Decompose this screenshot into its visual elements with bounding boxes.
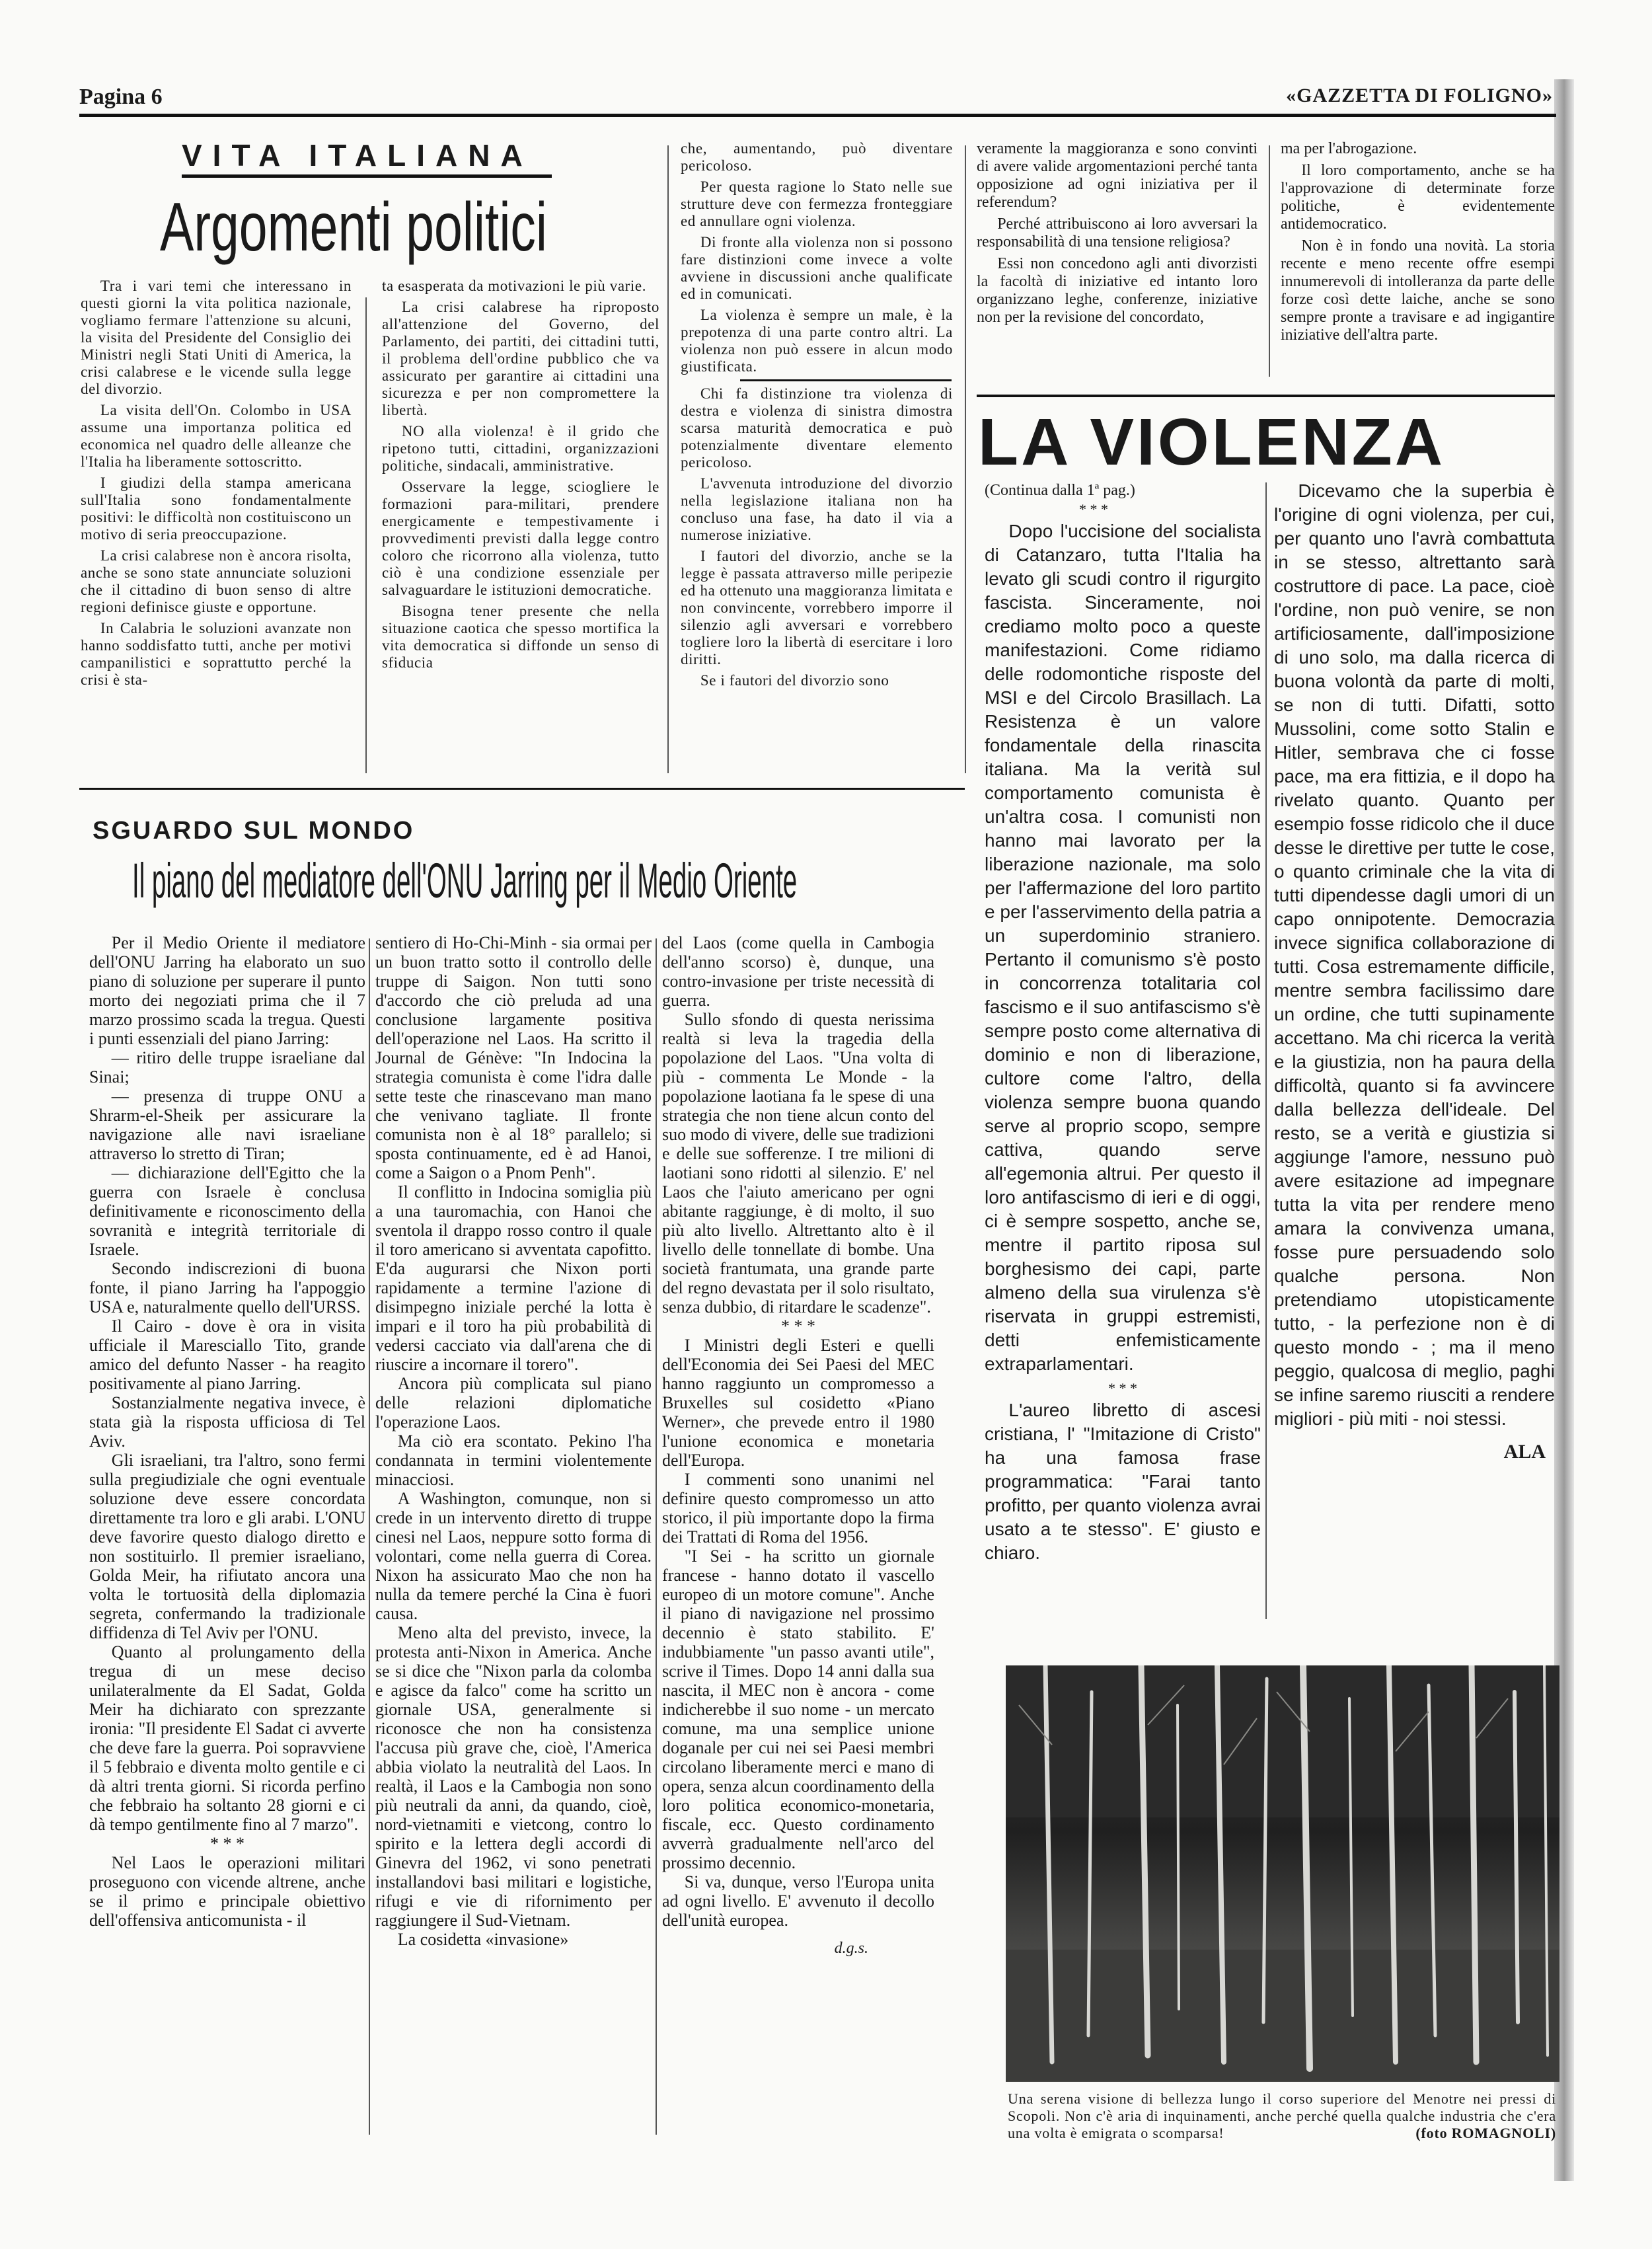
paragraph: * * * [781, 1316, 815, 1336]
section-kicker: VITA ITALIANA [182, 138, 533, 172]
paragraph: Di fronte alla violenza non si possono fare distinzioni come invece a volte avviene in discussioni anche qualificate ed in comunicati. [681, 234, 953, 302]
separator-stars: * * * [1079, 501, 1108, 517]
column-rule [1265, 482, 1267, 1619]
paragraph: In Calabria le soluzioni avanzate non hanno soddisfatto tutti, anche per motivi campanilistici e soprattutto perché la crisi è sta- [81, 620, 352, 688]
paragraph: La violenza è sempre un male, è la prepotenza di una parte contro altri. La violenza non può essere in alcun modo giustificata. [681, 307, 953, 375]
paragraph: Meno alta del previsto, invece, la protesta anti-Nixon in America. Anche se si dice che "Nixon parla da colomba e agisce da falco" come ha scritto un giornale USA, generalmente si riconosce che non ha consistenza l'accusa più grave che, cioè, l'America abbia violato la neutralità del Laos. In realtà, il Laos e la Cambogia non sono più neutrali da anni, da quando, cioè, nord-vietnamiti e vietcong, contro lo spirito e la lettera degli accordi di Ginevra del 1962, vi sono penetrati installandovi basi militari e logistiche, rifugi e vie di rifornimento per raggiungere il Sud-Vietnam. [375, 1623, 652, 1930]
paragraph: Dicevamo che la superbia è l'origine di ogni violenza, per cui, per quanto uno l'avrà combattuta in se stesso, altrettanto sarà costruttore di pace. La pace, cioè l'ordine, non può venire, se non artificiosamente, dall'imposizione di uno solo, ma dalla ricerca di buona volontà da parte di molti, se non di tutti. Difatti, sotto Mussolini, come sotto Stalin e Hitler, sembrava che ci fosse pace, ma era fittizia, e il dopo ha rivelato quanto. Quanto per esempio fosse ridicolo che il duce desse le direttive per tutte le cose, o quanto criminale che la vita di tutti dipendesse dagli umori di un capo onnipotente. Democrazia invece significa collaborazione di tutti. Cosa estremamente difficile, mentre sembra facilissimo dare un ordine, che tutti supinamente accettano. Ma chi ricerca la verità e la giustizia, non ha paura della difficoltà, quanto si fa avvincere dalla bellezza dell'ideale. Del resto, se a verità e giustizia si aggiunge l'amore, nessuno può avere esitazione ad impegnare tutta la vita per rendere meno amara la convivenza umana, fosse pure persuadendo solo qualche persona. Non pretendiamo utopisticamente tutto, - la perfezione non è di questo mondo - ; ma il meno peggio, qualcosa di meglio, paghi se infine saremo riusciti a rendere migliori - più miti - noi stessi. [1274, 480, 1555, 1429]
masthead: «GAZZETTA DI FOLIGNO» [1286, 85, 1553, 106]
paragraph: Il loro comportamento, anche se ha l'approvazione di determinate forze politiche, è evidentemente antidemocratico. [1281, 162, 1555, 233]
signature-dgs: d.g.s. [834, 1940, 868, 1957]
kicker-underline [182, 174, 552, 178]
paragraph: Essi non concedono agli anti divorzisti la facoltà di iniziative ed intanto loro organizzano leghe, conferenze, iniziative non per la revisione del concordato, [977, 255, 1258, 326]
paragraph: L'aureo libretto di ascesi cristiana, l' "Imitazione di Cristo" ha una famosa frase programmatica: "Farai tanto profitto, per quanto violenza avrai usato a te stesso". E' giusto e chiaro. [985, 1400, 1261, 1563]
paragraph: La cosidetta «invasione» [397, 1930, 569, 1949]
paragraph: ma per l'abrogazione. [1281, 140, 1417, 157]
article-column-3a [681, 140, 953, 375]
paragraph: Il conflitto in Indocina somiglia più a una tauromachia, con Hanoi che sventola il drappo rosso contro il quale il toro americano si avventata capofitto. E'da augurarsi che Nixon porti rapidamente a termine l'azione di disimpegno iniziale perché la lotta è impari e il toro ha più probabilità di vedersi cacciato via dall'arena che di riuscire a incornare il torero". [375, 1182, 652, 1374]
paragraph: Sostanzialmente negativa invece, è stata già la risposta ufficiosa di Tel Aviv. [89, 1393, 365, 1451]
paragraph: I commenti sono unanimi nel definire questo compromesso un atto storico, il più importante dopo la firma dei Trattati di Roma del 1956. [662, 1470, 934, 1546]
mondo-column-3 [662, 933, 934, 1930]
headline-jarring: Il piano del mediatore dell'ONU Jarring per il Medio Oriente [132, 853, 798, 908]
paragraph: Nel Laos le operazioni militari proseguono con vicende altrene, anche se il primo e principale obiettivo dell'offensiva anticomunista - il [89, 1853, 365, 1930]
section-rule [79, 788, 965, 790]
paragraph: — presenza di truppe ONU a Shrarm-el-Sheik per assicurare la navigazione alle navi israeliane attraverso lo stretto di Tiran; [89, 1086, 365, 1163]
photo-trees-drawing [1006, 1665, 1559, 2082]
paragraph: del Laos (come quella in Cambogia dell'anno scorso) è, dunque, una contro-invasione per triste necessità di guerra. [662, 933, 934, 1010]
paragraph: Quanto al prolungamento della tregua di un mese deciso unilateralmente da El Sadat, Golda Meir ha dichiarato con sprezzante ironia: "Il presidente El Sadat ci avverte che deve fare la guerra. Poi sopravviene il 5 febbraio e diventa molto gentile e ci dà altri trenta giorni. Si ricorda perfino che febbraio ha soltanto 28 giorni e ci dà tempo gentilmente fino al 7 marzo". [89, 1642, 365, 1834]
paragraph: — ritiro delle truppe israeliane dal Sinai; [89, 1048, 365, 1086]
paragraph: ta esasperata da motivazioni le più varie. [382, 278, 647, 294]
section-rule [977, 395, 1555, 397]
paragraph: veramente la maggioranza e sono convinti di avere valide argomentazioni perché tanta opposizione ad ogni iniziativa per il referendum? [977, 140, 1258, 211]
paragraph: Il Cairo - dove è ora in visita ufficiale il Maresciallo Tito, grande amico del defunto Nasser - ha reagito positivamente al piano Jarring. [89, 1316, 365, 1393]
paragraph: Bisogna tener presente che nella situazione caotica che spesso mortifica la vita democratica si diffonde un senso di sfiducia [382, 603, 659, 671]
paragraph: NO alla violenza! è il grido che ripetono tutti, cittadini, organizzazioni politiche, sindacali, amministrative. [382, 423, 659, 474]
paragraph: Se i fautori del divorzio sono [700, 672, 889, 689]
paragraph: I fautori del divorzio, anche se la legge è passata attraverso mille peripezie ed ha ottenuto una maggioranza limitata e non convincente, vorrebbero imporre il silenzio agli avversari e vorrebbero togliere loro la libertà di esercitare i loro diritti. [681, 548, 953, 667]
violenza-column-a-end [985, 1398, 1261, 1565]
paragraph-rule [740, 379, 952, 381]
header-rule [79, 114, 1556, 117]
signature-ala: ALA [1503, 1441, 1546, 1463]
paragraph: Chi fa distinzione tra violenza di destra e violenza di sinistra dimostra scarsa maturità democratica e può potenzialmente diventare elemento pericoloso. [681, 385, 953, 471]
article-column-2 [382, 278, 659, 675]
separator-stars: * * * [1108, 1380, 1137, 1396]
article-column-3b [681, 385, 953, 689]
violenza-column-a-wrapper [985, 481, 1261, 1568]
column-rule [365, 297, 367, 773]
mondo-column-3-wrapper [662, 933, 934, 1958]
paragraph: Gli israeliani, tra l'altro, sono fermi sulla pregiudiziale che ogni eventuale soluzione deve essere concordata direttamente tra loro e gli arabi. L'ONU deve favorire questo dialogo diretto e non sostituirlo. Il premier israeliano, Golda Meir, ha rifiutato ancora una volta le tortuosità della diplomazia segreta, confermando la tradizionale diffidenza di Tel Aviv per l'ONU. [89, 1451, 365, 1642]
column-rule [369, 938, 370, 2135]
continued-note: (Continua dalla 1ª pag.) [985, 482, 1135, 499]
paragraph: sentiero di Ho-Chi-Minh - sia ormai per un buon tratto sotto il controllo delle truppe di Saigon. Non tutti sono d'accordo che ciò preluda ad una conclusione largamente positiva dell'operazione nel Laos. Ha scritto il Journal de Génève: "In Indocina la strategia comunista è come l'idra dalle sette teste che rinascevano man mano che venivano tagliate. Il fronte comunista non è al 18° parallelo; si sposta continuamente, ed è ad Hanoi, come a Saigon o a Pnom Penh". [375, 933, 652, 1182]
paragraph: Dopo l'uccisione del socialista di Catanzaro, tutta l'Italia ha levato gli scudi contro il rigurgito fascista. Sinceramente, noi crediamo molto poco a queste manifestazioni. Come ridiamo delle rodomontiche risposte del MSI e del Circolo Brasillach. La Resistenza è un valore fondamentale della rinascita italiana. Ma la verità sul comportamento comunista è un'altra cosa. I comunisti non hanno mai lavorato per la liberazione nazionale, ma solo per l'affermazione del loro partito e per l'asservimento della patria a un superdominio straniero. Pertanto il comunismo s'è posto in concorrenza totalitaria col fascismo e il suo antifascismo s'è sempre posto come alternativa di dominio e non di liberazione, cultore come l'altro, della violenza sempre buona quando serve al proprio scopo, sempre cattiva, quando serve all'egemonia altrui. Per questo il loro antifascismo di ieri e di oggi, ci è sempre sospetto, anche se, mentre il partito riposa sul borghesismo dei capi, parte almeno della sua virulenza s'è riservata in gruppi estremisti, detti enfemisticamente extraparlamentari. [985, 521, 1261, 1374]
photo-credit: (foto ROMAGNOLI) [1415, 2125, 1556, 2141]
photo-caption [1008, 2090, 1556, 2142]
paragraph: Non è in fondo una novità. La storia recente e meno recente offre esempi innumerevoli di intolleranza da parte delle forze così dette laiche, anche se sono sempre pronte a travisare e ad ingigantire iniziative dell'altra parte. [1281, 237, 1555, 344]
violenza-column-b-wrapper [1274, 479, 1555, 1464]
paragraph: La crisi calabrese ha riproposto all'attenzione del Governo, del Parlamento, dei partiti, dei cittadini tutti, il problema dell'ordine pubblico che va assicurato per garantire ai cittadini una sicurezza e per non compromettere la libertà. [382, 299, 659, 418]
headline-argomenti: Argomenti politici [160, 189, 547, 266]
mondo-column-1 [89, 933, 365, 1930]
paragraph: Osservare la legge, sciogliere le formazioni para-militari, prendere energicamente e tempestivamente i provvedimenti previsti dalla legge contro coloro che ricorrono alla violenza, tutto ciò è una condizione essenziale per salvaguardare le istituzioni democratiche. [382, 478, 659, 598]
violenza-column-b [1274, 479, 1555, 1431]
paragraph: I Ministri degli Esteri e quelli dell'Economia dei Sei Paesi del MEC hanno raggiunto un compromesso a Bruxelles sul cosidetto «Piano Werner», che prevede entro il 1980 l'unione economica e monetaria dell'Europa. [662, 1336, 934, 1470]
paragraph: Per questa ragione lo Stato nelle sue strutture deve con fermezza fronteggiare ed annullare ogni violenza. [681, 178, 953, 229]
headline-la-violenza: LA VIOLENZA [978, 405, 1445, 479]
paragraph: Tra i vari temi che interessano in questi giorni la vita politica nazionale, vogliamo fermare l'attenzione su alcuni, la visita del Presidente del Consiglio dei Ministri negli Stati Uniti di America, la crisi calabrese e le vicende sulla legge del divorzio. [81, 278, 352, 397]
section-kicker: SGUARDO SUL MONDO [93, 817, 415, 845]
paragraph: I giudizi della stampa americana sull'Italia sono fondamentalmente positivi: le difficoltà non costituiscono un motivo di seria preoccupazione. [81, 475, 352, 543]
paragraph: Sullo sfondo di questa nerissima realtà si leva la tragedia della popolazione del Laos. "Una volta di più - commenta Le Monde - la popolazione laotiana fa le spese di una strategia che non tiene alcun conto del suo modo di vivere, delle sue tradizioni e delle sue sofferenze. I tre milioni di laotiani sono ridotti al silenzio. E' nel Laos che l'aiuto americano per ogni abitante raggiunge, è di molto, il suo più alto livello. Altrettanto alto è il livello delle tonnellate di bombe. Una società frantumata, una grande parte del regno devastata per il solo risultato, senza dubbio, di ritardare le scadenze". [662, 1010, 934, 1316]
article-column-4 [977, 140, 1258, 330]
violenza-column-a [985, 519, 1261, 1376]
paragraph: Ma ciò era scontato. Pekino l'ha condannata in termini violentemente minacciosi. [375, 1431, 652, 1489]
column-rule [667, 145, 669, 773]
paragraph: Si va, dunque, verso l'Europa unita ad ogni livello. E' avvenuto il decollo dell'unità europea. [662, 1872, 934, 1930]
paragraph: La crisi calabrese non è ancora risolta, anche se sono state annunciate soluzioni che il cittadino di buon senso di altre regioni definisce giuste e opportune. [81, 547, 352, 615]
column-rule [965, 145, 966, 773]
paragraph: — dichiarazione dell'Egitto che la guerra con Israele è conclusa definitivamente e riconoscimento della sovranità e integrità territoriale di Israele. [89, 1163, 365, 1259]
article-column-3 [681, 140, 953, 693]
paragraph: * * * [210, 1834, 244, 1853]
column-rule [1269, 145, 1270, 377]
paragraph: che, aumentando, può diventare pericoloso. [681, 140, 953, 174]
paragraph: La visita dell'On. Colombo in USA assume una importanza politica ed economica nel quadro delle alleanze che l'Italia ha liberamente sottoscritto. [81, 402, 352, 470]
paragraph: Secondo indiscrezioni di buona fonte, il piano Jarring ha l'appoggio USA e, naturalmente quello dell'URSS. [89, 1259, 365, 1316]
paragraph: A Washington, comunque, non si crede in un intervento diretto di truppe cinesi nel Laos, neppure sotto forma di volontari, come nella guerra di Corea. Nixon ha assicurato Mao che non ha nulla da temere perché la Cina è fuori causa. [375, 1489, 652, 1623]
article-column-1 [81, 278, 352, 693]
article-column-5 [1281, 140, 1555, 348]
paragraph: Perché attribuiscono ai loro avversari la responsabilità di una tensione religiosa? [977, 215, 1258, 250]
mondo-column-2 [375, 933, 652, 1949]
column-rule [656, 938, 657, 2135]
caption-text: Una serena visione di bellezza lungo il corso superiore del Menotre nei pressi di Scopoli. Non c'è aria di inquinamenti, anche perché quella qualche industria che c'era una volta è emigrata o scomparsa! [1008, 2090, 1556, 2141]
paragraph: "I Sei - ha scritto un giornale francese - hanno dotato il vascello europeo di un motore comune". Anche il piano di navigazione nel prossimo decennio è stato stabilito. E' indubbiamente "un passo avanti utile", scrive il Times. Dopo 14 anni dalla sua nascita, il MEC non è ancora - come indicherebbe il suo nome - un mercato comune, ma una semplice unione doganale per cui nei sei Paesi membri circolano liberamente merci e mano di opera, senza alcun coordinamento della loro politica economico-monetaria, fiscale, ecc. Questo cordinamento avverrà gradualmente nell'arco del prossimo decennio. [662, 1546, 934, 1872]
photo-birch-trees [1006, 1665, 1559, 2082]
page-number: Pagina 6 [79, 85, 163, 109]
paragraph: L'avvenuta introduzione del divorzio nella legislazione italiana non ha concluso una fase, ha dato il via a numerose iniziative. [681, 475, 953, 543]
paragraph: Per il Medio Oriente il mediatore dell'ONU Jarring ha elaborato un suo piano di soluzione per superare il punto morto dei negoziati prima che il 7 marzo prossimo scada la tregua. Questi i punti essenziali del piano Jarring: [89, 933, 365, 1048]
paragraph: Ancora più complicata sul piano delle relazioni diplomatiche l'operazione Laos. [375, 1374, 652, 1431]
